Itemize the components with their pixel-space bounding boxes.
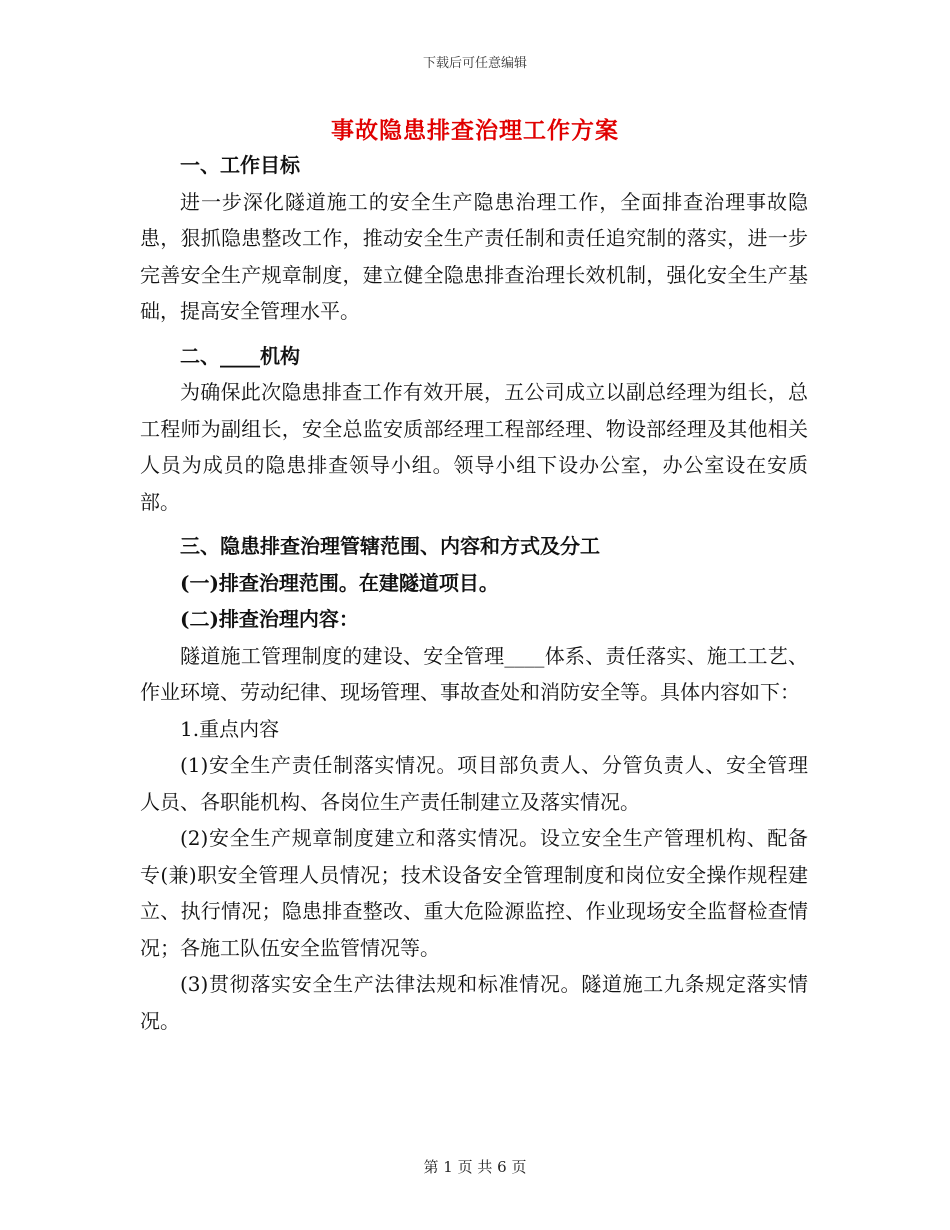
section-heading: (一)排查治理范围。在建隧道项目。 (180, 570, 499, 595)
section-heading: 一、工作目标 (180, 153, 300, 177)
paragraph: (2)安全生产规章制度建立和落实情况。设立安全生产管理机构、配备专(兼)职安全管理人员情况；技术设备安全管理制度和岗位安全操作规程建立、执行情况；隐患排查整改、重大危险源监控、作业现场安全监督检查情况；各施工队伍安全监管情况等。 (140, 826, 808, 960)
paragraph: (1)安全生产责任制落实情况。项目部负责人、分管负责人、安全管理人员、各职能机构、各岗位生产责任制建立及落实情况。 (140, 753, 808, 814)
section-heading: 三、隐患排查治理管辖范围、内容和方式及分工 (180, 534, 600, 558)
page-number: 第 1 页 共 6 页 (423, 1158, 527, 1176)
section-heading: (二)排查治理内容： (180, 607, 359, 631)
section-heading: 二、____机构 (180, 343, 300, 368)
paragraph: 进一步深化隧道施工的安全生产隐患治理工作，全面排查治理事故隐患，狠抓隐患整改工作，推动安全生产责任制和责任追究制的落实，进一步完善安全生产规章制度，建立健全隐患排查治理长效机制，强化安全生产基础，提高安全管理水平。 (140, 189, 808, 323)
paragraph: 隧道施工管理制度的建设、安全管理____体系、责任落实、施工工艺、作业环境、劳动纪律、现场管理、事故查处和消防安全等。具体内容如下： (140, 643, 808, 704)
document-title: 事故隐患排查治理工作方案 (331, 117, 619, 144)
paragraph: 为确保此次隐患排查工作有效开展，五公司成立以副总经理为组长，总工程师为副组长，安全总监安质部经理工程部经理、物设部经理及其他相关人员为成员的隐患排查领导小组。领导小组下设办公室，办公室设在安质部。 (140, 380, 808, 514)
header-note: 下载后可任意编辑 (422, 56, 527, 71)
document-body (140, 147, 808, 1039)
paragraph: (3)贯彻落实安全生产法律法规和标准情况。隧道施工九条规定落实情况。 (140, 972, 808, 1033)
paragraph: 1.重点内容 (180, 716, 280, 741)
